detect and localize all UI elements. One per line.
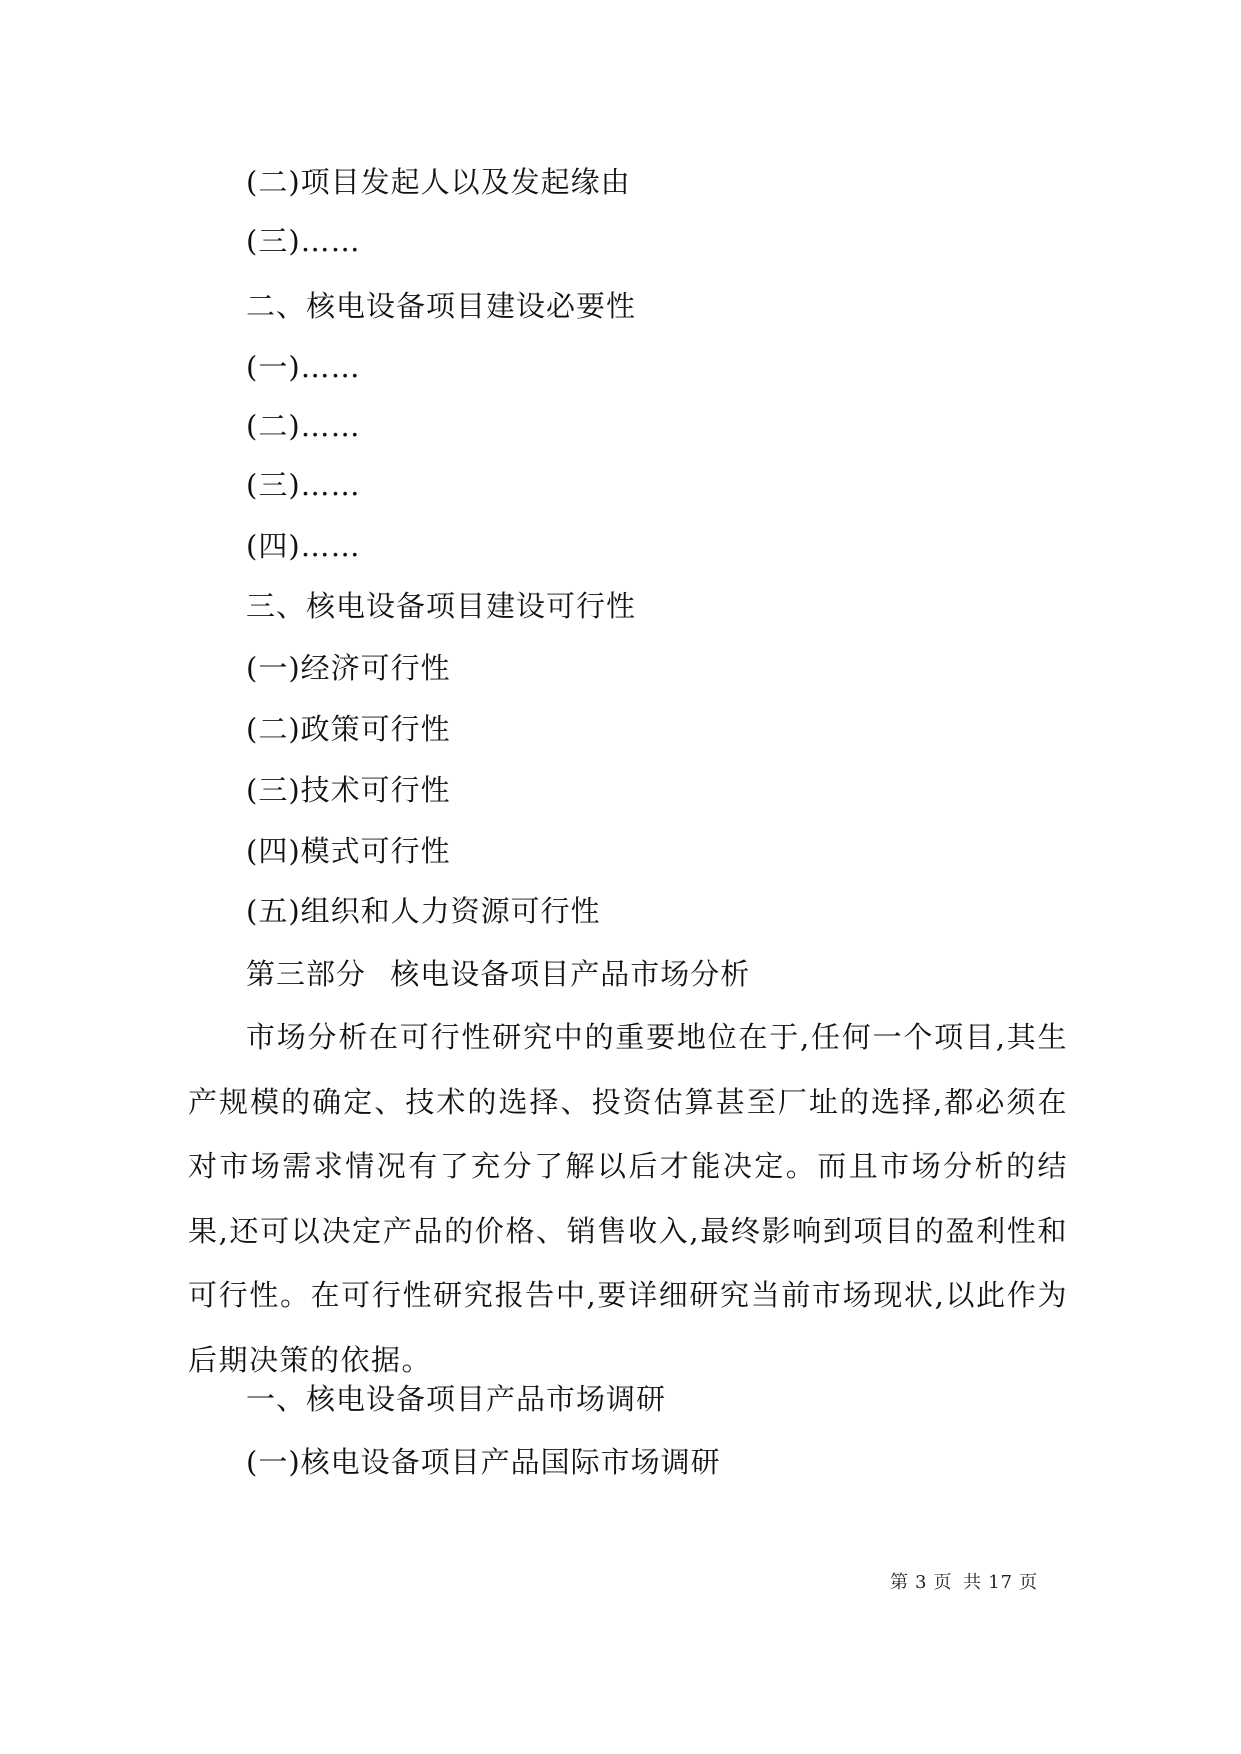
outline-line: (三)技术可行性 <box>246 773 451 807</box>
outline-line: (二)政策可行性 <box>246 712 451 746</box>
outline-line: (五)组织和人力资源可行性 <box>246 894 601 928</box>
total-pages-number: 17 <box>988 1572 1014 1593</box>
outline-line: (四)…… <box>246 529 361 563</box>
section-heading: 二、核电设备项目建设必要性 <box>246 289 637 323</box>
section-heading: 三、核电设备项目建设可行性 <box>246 589 637 623</box>
footer-prefix: 第 <box>890 1572 909 1593</box>
footer-mid: 页 共 <box>933 1572 983 1593</box>
page-footer <box>890 1571 1044 1595</box>
current-page-number: 3 <box>915 1572 928 1593</box>
part-heading: 第三部分 核电设备项目产品市场分析 <box>246 957 751 991</box>
body-paragraph: 市场分析在可行性研究中的重要地位在于,任何一个项目,其生产规模的确定、技术的选择、投资估算甚至厂址的选择,都必须在对市场需求情况有了充分了解以后才能决定。而且市场分析的结果,还可以决定产品的价格、销售收入,最终影响到项目的盈利性和可行性。在可行性研究报告中,要详细研究当前市场现状,以此作为后期决策的依据。 <box>188 1020 1068 1377</box>
section-heading: 一、核电设备项目产品市场调研 <box>246 1382 667 1416</box>
outline-line: (一)经济可行性 <box>246 651 451 685</box>
outline-line: (二)项目发起人以及发起缘由 <box>246 165 631 199</box>
outline-line: (一)…… <box>246 350 361 384</box>
outline-line: (四)模式可行性 <box>246 834 451 868</box>
outline-line: (三)…… <box>246 468 361 502</box>
outline-line: (二)…… <box>246 409 361 443</box>
footer-suffix: 页 <box>1019 1572 1039 1593</box>
outline-line: (三)…… <box>246 224 361 258</box>
outline-line: (一)核电设备项目产品国际市场调研 <box>246 1445 721 1479</box>
